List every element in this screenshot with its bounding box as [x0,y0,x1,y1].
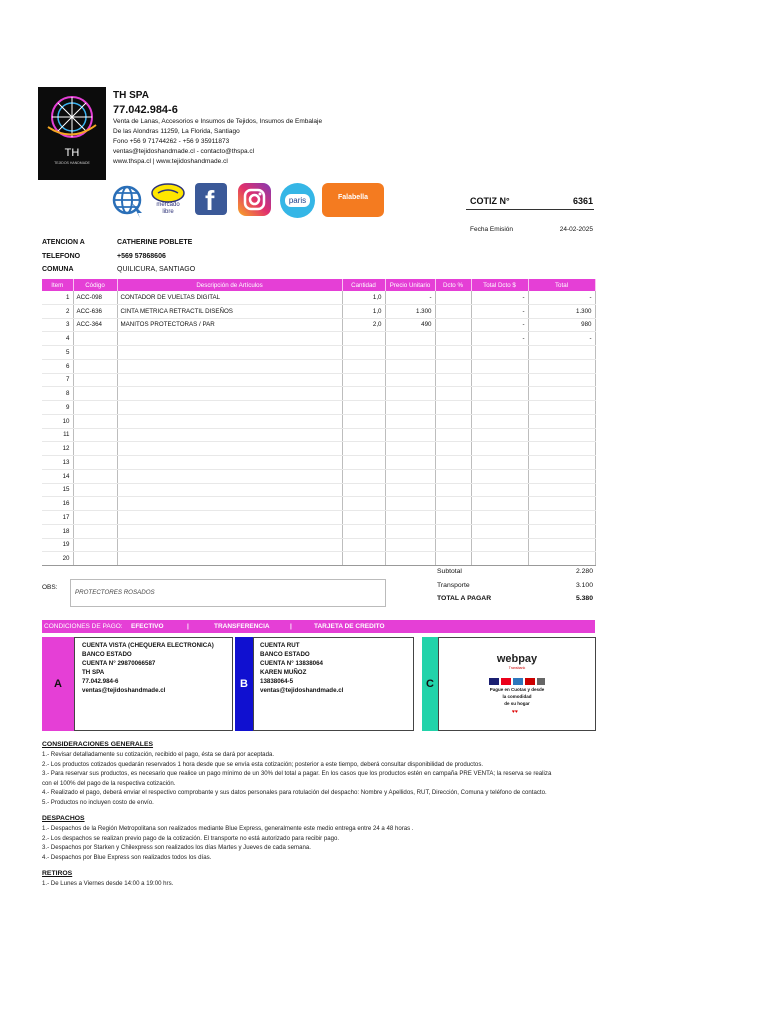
cell-item: 8 [42,387,73,401]
cell-precio [385,497,435,511]
cell-total: 980 [528,318,595,332]
payment-b-line-5: 13838064-5 [260,678,294,685]
cell-dcto [435,401,471,415]
cell-item: 5 [42,346,73,360]
cell-cantidad [342,346,385,360]
payment-a-line-6: ventas@tejidoshandmade.cl [82,687,166,694]
header-precio: Precio Unitario [385,279,435,291]
cell-cantidad [342,359,385,373]
cell-cantidad [342,511,385,525]
cell-cantidad: 2,0 [342,318,385,332]
cell-total [528,497,595,511]
header-item: Item [42,279,73,291]
cell-total [528,387,595,401]
cell-item: 4 [42,332,73,346]
cell-item: 13 [42,456,73,470]
total-value: 5.380 [575,595,593,602]
cell-dcto [435,332,471,346]
atencion-value: CATHERINE POBLETE [117,239,193,246]
table-row [42,304,595,318]
facebook-glyph: f [205,185,215,216]
retiros-title: RETIROS [42,870,73,877]
cell-precio: - [385,291,435,304]
despachos-item: 2.- Los despachos se realizan previo pago de la cotización. El transporte no está autorizado para recibir pago. [42,834,340,842]
table-row [42,318,595,332]
generales-item: 3.- Para reservar sus productos, es necesario que realice un pago mínimo de un 30% del total a pagar. En los casos que los productos estén en campaña PRE VENTA; la reserva se realiza [42,770,552,777]
cell-codigo [73,524,117,538]
cell-precio [385,442,435,456]
cell-total-dcto [471,373,528,387]
cell-item: 14 [42,469,73,483]
generales-item: 2.- Los productos cotizados quedarán reservados 1 hora desde que se envía esta cotización; posterior a este tiempo, deberá consultar disponibilidad de productos. [42,760,484,768]
cell-total [528,373,595,387]
cell-dcto [435,318,471,332]
webpay-sub: Transbank [508,666,526,670]
table-row [42,291,595,304]
falabella-label: Falabella [338,194,368,201]
cell-item: 20 [42,552,73,566]
cell-descripcion [117,442,342,456]
cell-total [528,346,595,360]
cell-descripcion: CONTADOR DE VUELTAS DIGITAL [117,291,342,304]
card-brands-icon [489,672,545,679]
cell-item: 10 [42,414,73,428]
comuna-value: QUILICURA, SANTIAGO [117,266,196,273]
table-row [42,469,595,483]
cell-descripcion [117,414,342,428]
table-row [42,346,595,360]
cell-codigo: ACC-636 [73,304,117,318]
mercado-label: mercado [156,202,180,208]
cell-descripcion [117,373,342,387]
payment-separator-1: | [187,623,189,630]
cell-total [528,456,595,470]
header-cantidad: Cantidad [342,279,385,291]
cell-cantidad: 1,0 [342,291,385,304]
transporte-value: 3.100 [575,582,593,589]
web-globe-icon [112,183,144,219]
cell-codigo [73,442,117,456]
cell-codigo [73,469,117,483]
cell-cantidad [342,469,385,483]
cell-item: 17 [42,511,73,525]
cell-item: 18 [42,524,73,538]
cell-total-dcto [471,442,528,456]
webpay-logo: webpay [496,653,538,665]
table-row [42,387,595,401]
payment-block-c [438,637,596,731]
payment-b-line-2: BANCO ESTADO [260,651,310,658]
cell-cantidad [342,401,385,415]
transporte-label: Transporte [437,582,470,589]
cell-item: 6 [42,359,73,373]
cell-cantidad [342,332,385,346]
cell-dcto [435,469,471,483]
cell-total-dcto [471,497,528,511]
logo-web-icon [38,87,106,180]
table-row [42,538,595,552]
payment-tag-c: C [422,637,438,731]
cell-precio [385,511,435,525]
mercado-libre-icon [148,183,188,219]
cell-codigo [73,373,117,387]
date-label: Fecha Emisión [470,226,513,233]
cell-precio [385,387,435,401]
cell-precio: 490 [385,318,435,332]
cell-dcto [435,414,471,428]
paris-label: paris [285,194,310,207]
company-line-2: De las Alondras 11259, La Florida, Santiago [113,128,240,135]
cell-precio [385,483,435,497]
cell-dcto [435,511,471,525]
payment-b-line-4: KAREN MUÑOZ [260,669,307,676]
total-label: TOTAL A PAGAR [437,595,492,602]
cell-dcto [435,524,471,538]
cell-descripcion: MANITOS PROTECTORAS / PAR [117,318,342,332]
webpay-caption-2: la comodidad [502,694,532,699]
cell-cantidad [342,442,385,456]
cell-total-dcto [471,483,528,497]
despachos-title: DESPACHOS [42,815,85,822]
cell-total-dcto [471,401,528,415]
cell-dcto [435,428,471,442]
header-descripcion: Descripción de Artículos [117,279,342,291]
obs-text: PROTECTORES ROSADOS [75,589,155,596]
payment-b-line-6: ventas@tejidoshandmade.cl [260,687,344,694]
instagram-icon [238,183,271,216]
cell-precio [385,346,435,360]
table-row [42,428,595,442]
cell-total-dcto [471,387,528,401]
retiros-item: 1.- De Lunes a Viernes desde 14:00 a 19:00 hrs. [42,880,174,887]
cell-total [528,469,595,483]
generales-item: 5.- Productos no incluyen costo de envío. [42,798,154,806]
cell-codigo [73,414,117,428]
cell-dcto [435,538,471,552]
cell-descripcion [117,359,342,373]
cell-dcto [435,359,471,373]
header-total-dcto: Total Dcto $ [471,279,528,291]
cell-total [528,442,595,456]
cell-descripcion [117,552,342,566]
paris-icon [280,183,315,218]
table-row [42,373,595,387]
cell-precio [385,469,435,483]
cell-total: 1.300 [528,304,595,318]
cell-descripcion [117,524,342,538]
cell-dcto [435,483,471,497]
cell-precio [385,428,435,442]
table-row [42,456,595,470]
cell-descripcion [117,346,342,360]
cell-cantidad [342,387,385,401]
payment-transferencia: TRANSFERENCIA [214,623,270,630]
cell-item: 7 [42,373,73,387]
payment-b-line-1: CUENTA RUT [260,642,300,649]
table-row [42,511,595,525]
cell-descripcion: CINTA METRICA RETRACTIL DISEÑOS [117,304,342,318]
cell-precio [385,538,435,552]
cell-total-dcto [471,456,528,470]
cell-total [528,511,595,525]
cell-descripcion [117,497,342,511]
company-rut: 77.042.984-6 [113,104,178,116]
payment-label: CONDICIONES DE PAGO: [44,623,123,630]
cell-descripcion [117,332,342,346]
cell-codigo [73,552,117,566]
libre-label: libre [162,209,174,215]
payment-b-line-3: CUENTA N° 13838064 [260,660,324,667]
quote-number: 6361 [572,196,593,206]
cell-precio [385,456,435,470]
cell-total [528,538,595,552]
cell-cantidad [342,552,385,566]
cell-dcto [435,442,471,456]
payment-tag-b: B [235,637,253,731]
webpay-caption-1: Pague en Cuotas y desde [489,687,545,692]
generales-item: con el 100% del pago de la respectiva cotización. [42,779,176,787]
webpay-caption-3: de su hogar [504,701,530,706]
cell-dcto [435,387,471,401]
cell-total-dcto: - [471,332,528,346]
table-row [42,414,595,428]
logo-text: TH [64,147,80,159]
cell-total-dcto: - [471,304,528,318]
cell-codigo: ACC-098 [73,291,117,304]
cell-item: 9 [42,401,73,415]
payment-a-line-4: TH SPA [82,669,105,676]
cell-total-dcto [471,538,528,552]
falabella-icon [322,183,384,217]
payment-tag-a: A [42,637,74,731]
cell-total-dcto [471,524,528,538]
payment-a-line-2: BANCO ESTADO [82,651,132,658]
cell-total-dcto [471,552,528,566]
cell-cantidad: 1,0 [342,304,385,318]
cell-precio [385,332,435,346]
hearts-icon: ♥♥ [512,709,518,715]
cell-total [528,552,595,566]
quote-label: COTIZ N° [470,196,510,206]
cell-precio [385,552,435,566]
cell-descripcion [117,387,342,401]
company-logo [38,87,106,180]
cell-total [528,414,595,428]
cell-descripcion [117,428,342,442]
cell-cantidad [342,456,385,470]
despachos-item: 4.- Despachos por Blue Express son realizados todos los días. [42,853,212,861]
comuna-label: COMUNA [42,266,74,273]
cell-codigo [73,387,117,401]
header-codigo: Código [73,279,117,291]
generales-item: 1.- Revisar detalladamente su cotización, recibido el pago, ésta se dará por aceptada. [42,751,275,758]
company-line-1: Venta de Lanas, Accesorios e Insumos de Tejidos, Insumos de Embalaje [113,118,323,125]
despachos-item: 1.- Despachos de la Región Metropolitana son realizados mediante Blue Express, generalmente este medio entrega entre 24 a 48 horas . [42,825,414,832]
company-line-5: www.thspa.cl | www.tejidoshandmade.cl [113,158,228,165]
despachos-item: 3.- Despachos por Starken y Chilexpress son realizados los días Martes y Jueves de cada semana. [42,844,311,851]
table-header-row [42,279,595,291]
cell-cantidad [342,483,385,497]
cell-codigo [73,359,117,373]
table-row [42,483,595,497]
cell-codigo [73,428,117,442]
cell-cantidad [342,373,385,387]
webpay-caption [439,686,595,707]
cell-descripcion [117,401,342,415]
cell-dcto [435,456,471,470]
cell-item: 3 [42,318,73,332]
cell-dcto [435,373,471,387]
cell-total [528,428,595,442]
quote-divider [466,209,594,210]
cell-item: 11 [42,428,73,442]
cell-codigo: ACC-364 [73,318,117,332]
cell-precio [385,373,435,387]
despachos-list [42,824,602,862]
table-row [42,401,595,415]
table-row [42,497,595,511]
cell-dcto [435,346,471,360]
date-value: 24-02-2025 [559,226,593,233]
atencion-label: ATENCION A [42,239,85,246]
payment-separator-2: | [290,623,292,630]
cell-cantidad [342,538,385,552]
cell-codigo [73,332,117,346]
company-line-4: ventas@tejidoshandmade.cl - contacto@thspa.cl [113,148,255,155]
cell-total [528,483,595,497]
cell-total-dcto [471,346,528,360]
cell-total-dcto [471,359,528,373]
cell-codigo [73,483,117,497]
cell-codigo [73,401,117,415]
cell-precio [385,359,435,373]
cell-dcto [435,304,471,318]
cell-precio [385,414,435,428]
cell-total-dcto [471,414,528,428]
items-table [42,279,596,566]
cell-cantidad [342,414,385,428]
cell-item: 19 [42,538,73,552]
cell-total-dcto [471,511,528,525]
cell-item: 16 [42,497,73,511]
company-name: TH SPA [113,90,149,101]
payment-a-line-1: CUENTA VISTA (CHEQUERA ELECTRONICA) [82,642,214,649]
cell-codigo [73,456,117,470]
cell-total: - [528,332,595,346]
payment-conditions-bar [42,620,595,633]
subtotal-value: 2.280 [575,568,593,575]
cell-item: 1 [42,291,73,304]
cell-codigo [73,511,117,525]
cell-cantidad [342,497,385,511]
payment-tarjeta: TARJETA DE CREDITO [314,623,385,630]
company-line-3: Fono +56 9 71744262 - +56 9 35911873 [113,138,230,145]
cell-total-dcto: - [471,318,528,332]
cell-total [528,359,595,373]
cell-total-dcto [471,428,528,442]
header-total: Total [528,279,595,291]
telefono-label: TELEFONO [42,253,81,260]
cell-item: 15 [42,483,73,497]
generales-title: CONSIDERACIONES GENERALES [42,741,154,748]
payment-a-line-3: CUENTA N° 29870066587 [82,660,156,667]
cell-total-dcto: - [471,291,528,304]
cell-descripcion [117,483,342,497]
cell-dcto [435,552,471,566]
payment-a-line-5: 77.042.984-6 [82,678,119,685]
table-row [42,332,595,346]
cell-dcto [435,497,471,511]
generales-item: 4.- Realizado el pago, deberá enviar el respectivo comprobante y sus datos personales para rotulación del despacho: Nombre y Apellidos, RUT, Dirección, Comuna y teléfono de contacto. [42,789,547,796]
table-row [42,552,595,566]
payment-efectivo: EFECTIVO [131,623,164,630]
retiros-list [42,879,602,889]
cell-descripcion [117,469,342,483]
telefono-value: +569 57868606 [117,253,166,260]
cell-codigo [73,538,117,552]
header-dcto: Dcto % [435,279,471,291]
cell-codigo [73,497,117,511]
cell-descripcion [117,456,342,470]
payment-block-a [74,637,233,731]
cell-cantidad [342,524,385,538]
table-row [42,442,595,456]
cell-precio [385,401,435,415]
table-row [42,359,595,373]
cell-dcto [435,291,471,304]
cell-descripcion [117,511,342,525]
cell-precio [385,524,435,538]
cell-codigo [73,346,117,360]
cell-total-dcto [471,469,528,483]
generales-list [42,750,602,807]
obs-label: OBS: [42,584,58,591]
subtotal-label: Subtotal [437,568,462,575]
cell-item: 12 [42,442,73,456]
cell-precio: 1.300 [385,304,435,318]
cell-total [528,524,595,538]
cell-cantidad [342,428,385,442]
cell-descripcion [117,538,342,552]
logo-subtext: TEJIDOS HANDMADE [54,161,90,165]
cell-total: - [528,291,595,304]
table-row [42,524,595,538]
payment-a-details [82,641,214,695]
payment-b-details [260,641,343,695]
facebook-icon [195,183,227,215]
payment-block-b [253,637,414,731]
cell-total [528,401,595,415]
cell-item: 2 [42,304,73,318]
